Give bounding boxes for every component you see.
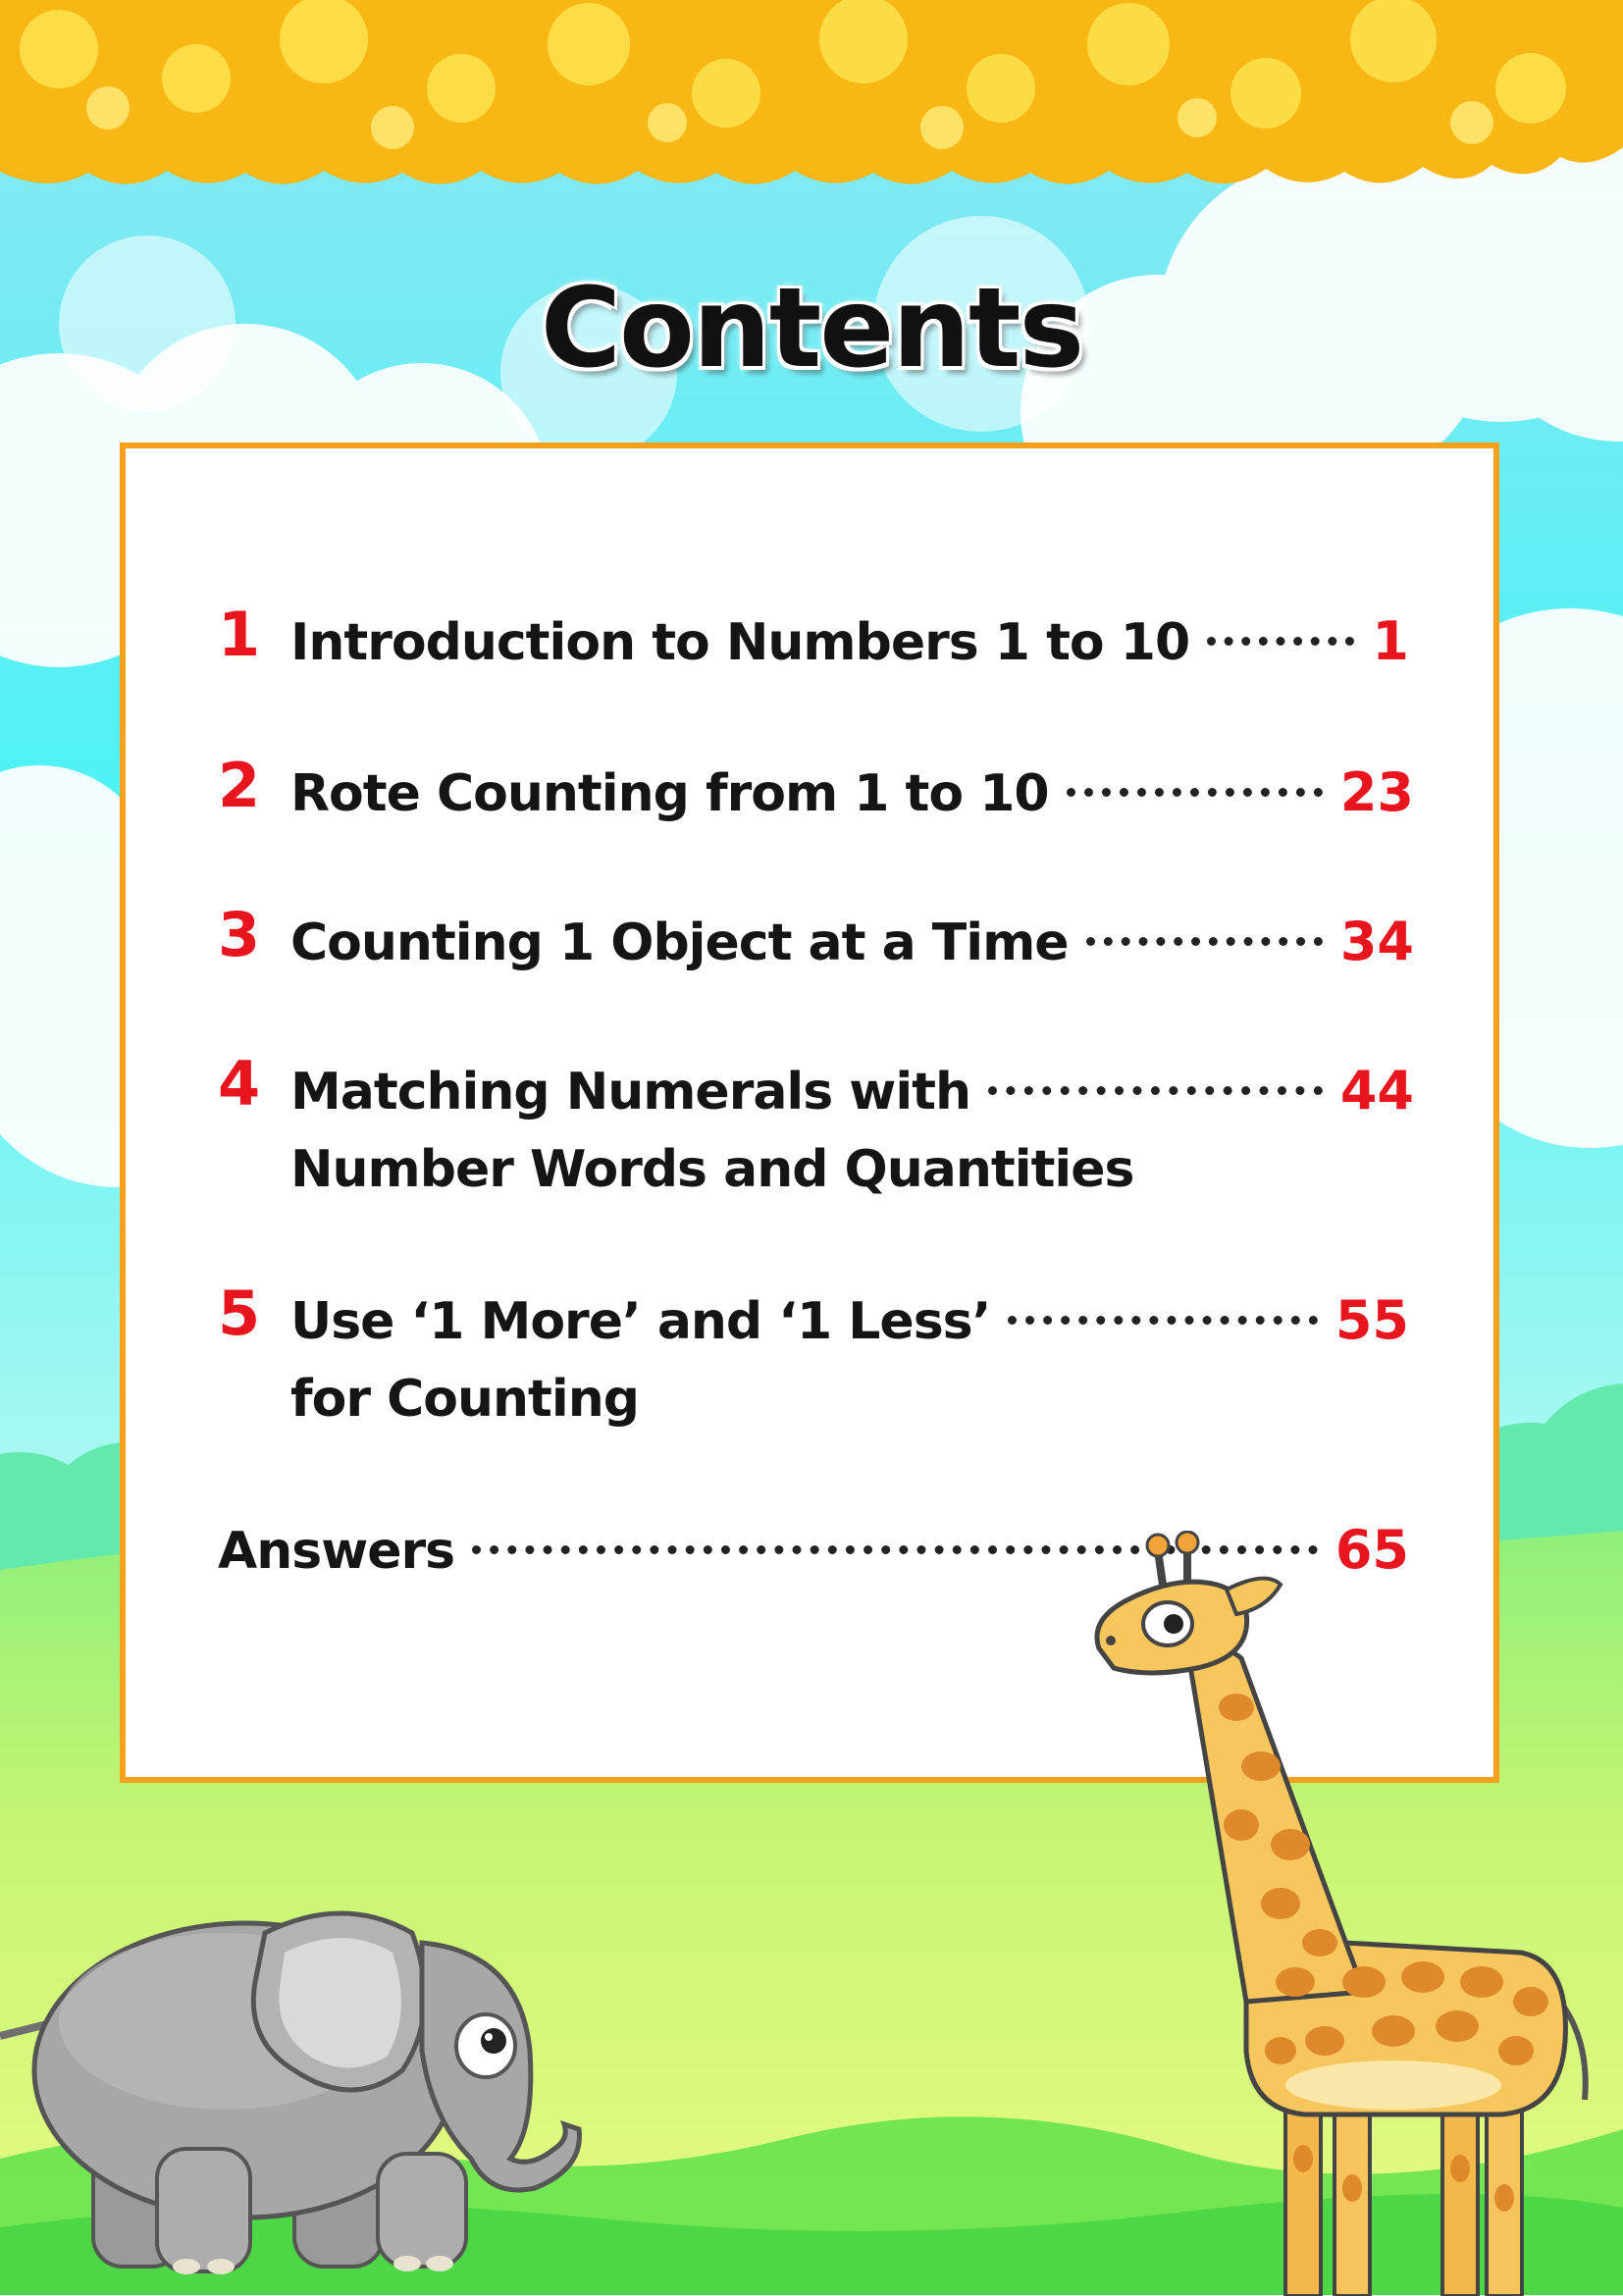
dot-leader [1008, 1316, 1317, 1325]
answers-title: Answers [218, 1522, 455, 1581]
dot-leader [1067, 788, 1323, 797]
giraffe-illustration [1070, 1531, 1599, 2296]
toc-entry[interactable] [290, 1060, 1414, 1122]
chapter-number: 2 [218, 750, 261, 821]
chapter-title: Rote Counting from 1 to 10 [290, 764, 1049, 823]
elephant-illustration [0, 1874, 589, 2286]
page-number: 34 [1339, 911, 1414, 972]
page-number: 23 [1339, 761, 1414, 823]
toc-entry[interactable] [290, 610, 1409, 672]
page-number: 65 [1335, 1519, 1409, 1581]
chapter-title: Counting 1 Object at a Time [290, 913, 1069, 972]
chapter-number: 1 [218, 599, 261, 670]
chapter-title-line2: Number Words and Quantities [290, 1140, 1134, 1199]
chapter-title: Use ‘1 More’ and ‘1 Less’ [290, 1292, 991, 1351]
chapter-number: 3 [218, 899, 261, 970]
chapter-title: Introduction to Numbers 1 to 10 [290, 613, 1190, 672]
chapter-number: 4 [218, 1048, 261, 1120]
toc-entry[interactable] [290, 1289, 1409, 1351]
tree-foliage [0, 0, 1623, 184]
dot-leader [1086, 937, 1323, 946]
toc-entry[interactable] [290, 761, 1414, 823]
page-number: 1 [1372, 610, 1409, 672]
dot-leader [988, 1086, 1323, 1095]
page-number: 55 [1335, 1289, 1409, 1351]
chapter-title: Matching Numerals with [290, 1063, 971, 1122]
chapter-title-line2: for Counting [290, 1370, 639, 1429]
toc-entry[interactable] [290, 911, 1414, 972]
dot-leader [1207, 637, 1354, 646]
chapter-number: 5 [218, 1278, 261, 1349]
page-title: Contents [540, 265, 1083, 392]
page-number: 44 [1339, 1060, 1414, 1122]
